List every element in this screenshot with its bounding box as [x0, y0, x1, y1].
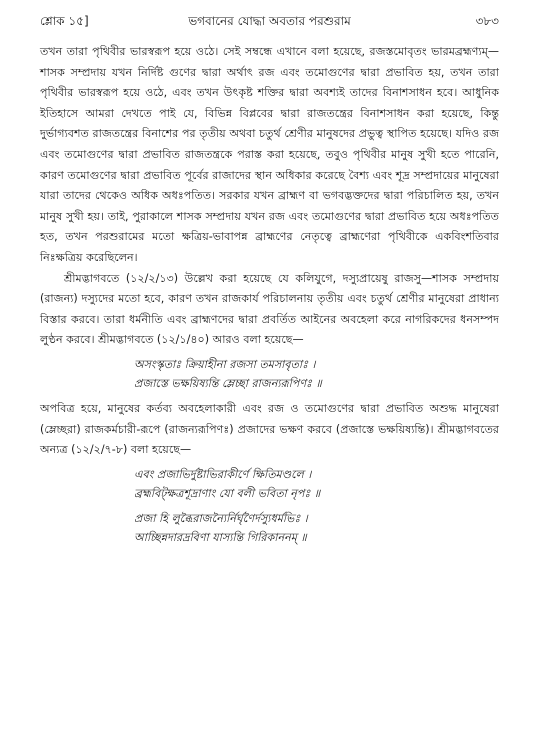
- chapter-title: ভগবানের যোদ্ধা অবতার পরশুরাম: [188, 14, 351, 28]
- paragraph-1: তখন তারা পৃথিবীর ভারস্বরূপ হয়ে ওঠে। সেই সম্বন্ধে এখানে বলা হয়েছে, রজস্তমোবৃতং ভারমব্রহ্মণ্যম্—শাসক সম্প্রদায় যখন নির্দিষ্ট গুণের দ্বারা অর্থাৎ রজ এবং তমোগুণের দ্বারা প্রভাবিত হয়, তখন তারা পৃথিবীর ভারস্বরূপ হয়ে ওঠে, এবং তখন উৎকৃষ্ট শক্তির দ্বারা অবশ্যই তাদের বিনাশসাধন হবে। আধুনিক ইতিহাসে আমরা দেখতে পাই যে, বিভিন্ন বিপ্লবের দ্বারা রাজতন্ত্রের বিনাশসাধন করা হয়েছে, কিন্তু দুর্ভাগ্যবশত রাজতন্ত্রের বিনাশের পর তৃতীয় অথবা চতুর্থ শ্রেণীর মানুষদের প্রভুত্ব স্থাপিত হয়েছে। যদিও রজ এবং তমোগুণের দ্বারা প্রভাবিত রাজতন্ত্রকে পরাস্ত করা হয়েছে, তবুও পৃথিবীর মানুষ সুখী হতে পারেনি, কারণ তমোগুণের দ্বারা প্রভাবিত পূর্বের রাজাদের স্থান অধিকার করেছে বৈশ্য এবং শূদ্র সম্প্রদায়ের মানুষেরা যারা তাদের থেকেও অধিক অধঃপতিত। সরকার যখন ব্রাহ্মণ বা ভগবদ্ভক্তদের দ্বারা পরিচালিত হয়, তখন মানুষ সুখী হয়। তাই, পুরাকালে শাসক সম্প্রদায় যখন রজ এবং তমোগুণের দ্বারা প্রভাবিত হয়ে অধঃপতিত হত, তখন পরশুরামের মতো ক্ষত্রিয়-ভাবাপন্ন ব্রাহ্মণের নেতৃত্বে ব্রাহ্মণেরা পৃথিবীকে একবিংশতিবার নিঃক্ষত্রিয় করেছিলেন।: [40, 45, 499, 264]
- page-number: ৩৮৩: [475, 14, 499, 28]
- page-header: [40, 14, 499, 32]
- paragraph-2: শ্রীমদ্ভাগবতে (১২/২/১৩) উল্লেখ করা হয়েছে যে কলিযুগে, দস্যুপ্রায়েষু রাজসু—শাসক সম্প্রদায় (রাজন্য) দস্যুদের মতো হবে, কারণ তখন রাজকার্য পরিচালনায় তৃতীয় এবং চতুর্থ শ্রেণীর মানুষেরা প্রাধান্য বিস্তার করবে। তারা ধর্মনীতি এবং ব্রাহ্মণদের দ্বারা প্রবর্তিত আইনের অবহেলা করে নাগরিকদের ধনসম্পদ লুণ্ঠন করবে। শ্রীমদ্ভাগবতে (১২/১/৪০) আরও বলা হয়েছে—: [40, 271, 499, 347]
- verse-line: প্রজা হি লুব্ধৈরাজন্যৈর্নির্ঘৃণৈর্দস্যুধর্মভিঃ ।: [134, 511, 308, 525]
- verse-reference: শ্লোক ১৫]: [40, 14, 89, 28]
- paragraph-3: অপবিত্র হয়ে, মানুষের কর্তব্য অবহেলাকারী এবং রজ ও তমোগুণের দ্বারা প্রভাবিত অশুদ্ধ মানুষেরা (ম্লেচ্ছরা) রাজকর্মচারী-রূপে (রাজন্যরূপিণঃ) প্রজাদের ভক্ষণ করবে (প্রজাস্তে ভক্ষয়িষ্যন্তি)। শ্রীমদ্ভাগবতের অন্যত্র (১২/২/৭-৮) বলা হয়েছে—: [40, 401, 499, 457]
- verse-line: প্রজাস্তে ভক্ষয়িষ্যন্তি ম্লেচ্ছা রাজন্যরূপিণঃ ॥: [134, 376, 322, 390]
- verse-line: অসংস্কৃতাঃ ক্রিয়াহীনা রজসা তমসাবৃতাঃ ।: [134, 357, 316, 371]
- verse-2: [134, 465, 499, 503]
- verse-line: আচ্ছিন্নদারদ্রবিণা যাস্যন্তি গিরিকাননম্ ॥: [134, 530, 307, 544]
- verse-1: [134, 355, 499, 393]
- verse-line: ব্রহ্মবিট্ক্ষত্রশূদ্রাণাং যো বলী ভবিতা নৃপঃ ॥: [134, 486, 321, 500]
- verse-line: এবং প্রজাভির্দুষ্টাভিরাকীর্ণে ক্ষিতিমণ্ডলে ।: [134, 467, 312, 481]
- page-body: [40, 42, 499, 553]
- verse-3: [134, 509, 499, 547]
